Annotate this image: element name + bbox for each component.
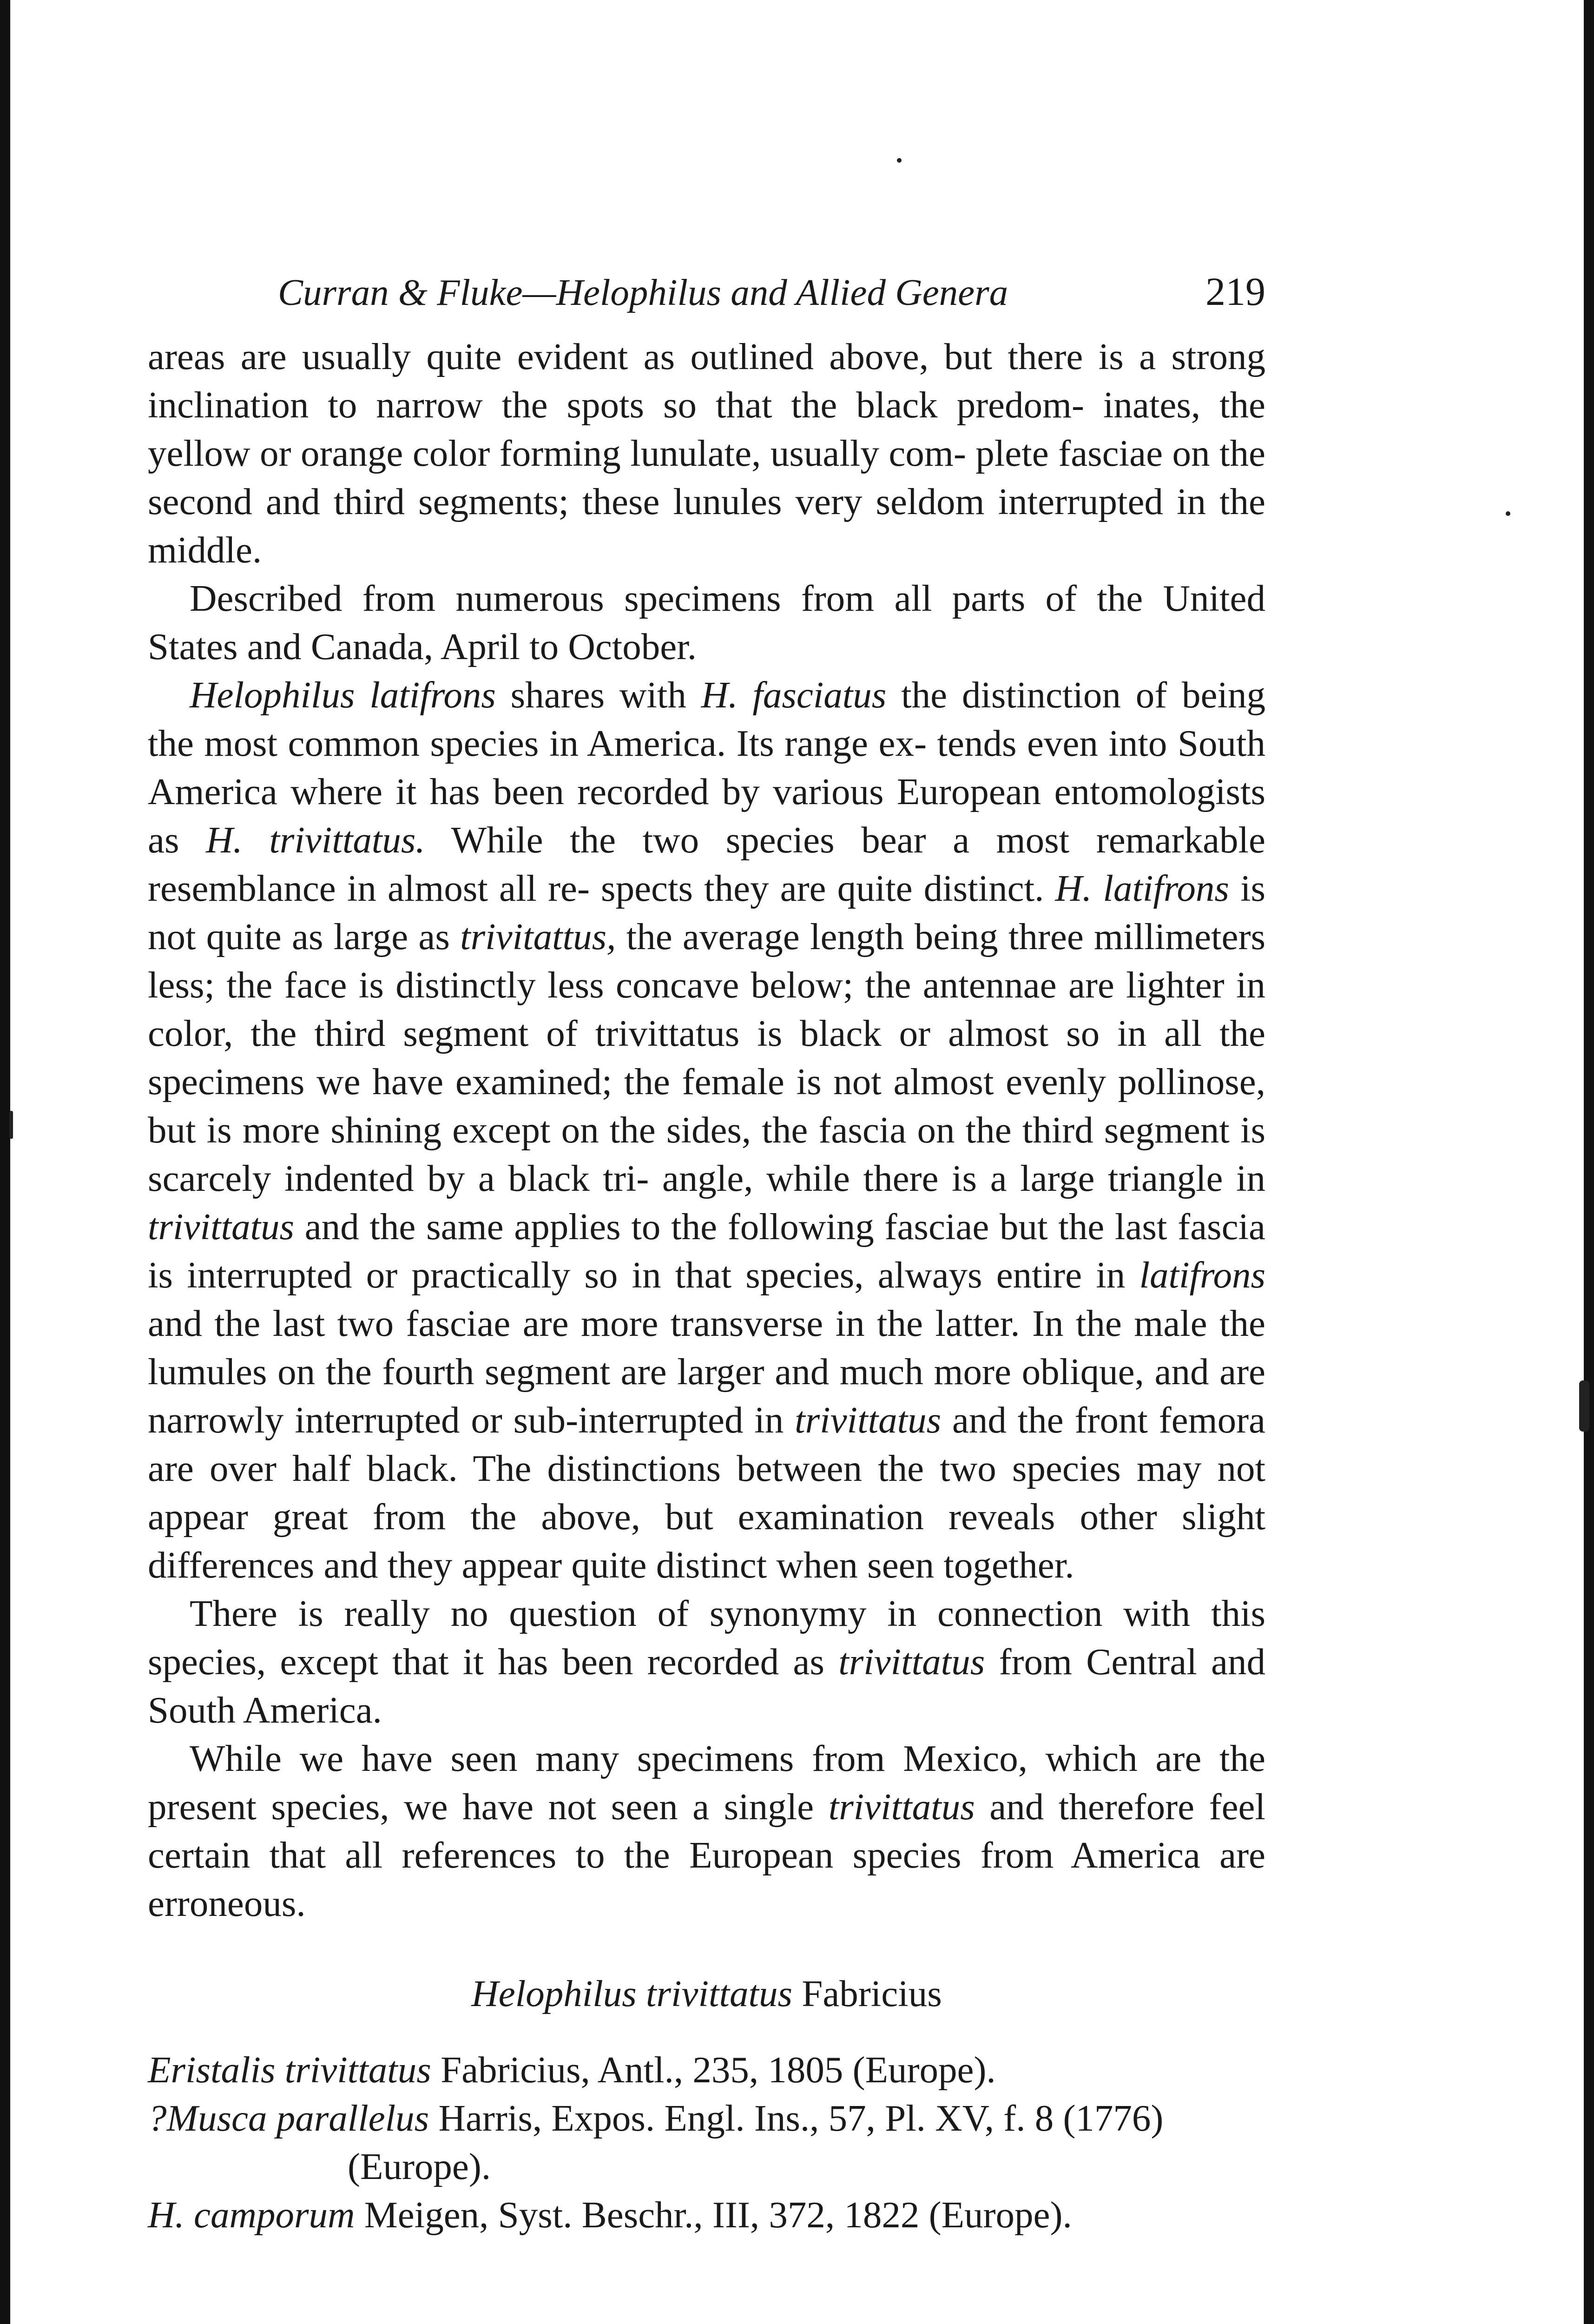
paragraph-3: Helophilus latifrons shares with H. fasciatus the distinction of being the most common species in America. Its range ex- tends even into South America where it has been recorded by various European entomologists as H. trivittatus. While the two species bear a most remarkable resemblance in almost all re- spects they are quite distinct. H. latifrons is not quite as large as trivitattus, the average length being three millimeters less; the face is distinctly less concave below; the antennae are lighter in color, the third segment of trivittatus is black or almost so in all the specimens we have examined; the female is not almost evenly pollinose, but is more shining except on the sides, the fascia on the third segment is scarcely indented by a black tri- angle, while there is a large triangle in trivittatus and the same applies to the following fasciae but the last fascia is interrupted or practically so in that species, always entire in latifrons and the last two fasciae are more transverse in the latter. In the male the lumules on the fourth segment are larger and much more oblique, and are narrowly interrupted or sub-interrupted in trivittatus and the front femora are over half black. The distinctions between the two species may not appear great from the above, but examination reveals other slight differences and they appear quite distinct when seen together.	[148, 674, 1265, 1586]
section-heading: Helophilus trivittatus Fabricius	[471, 1973, 942, 2014]
page-header	[148, 267, 1265, 323]
scan-edge-left	[0, 0, 10, 2324]
document-page	[148, 267, 1265, 2239]
scan-edge-mark	[1579, 1380, 1589, 1432]
running-title: Curran & Fluke—Helophilus and Allied Genera	[278, 271, 1008, 313]
paragraph-1: areas are usually quite evident as outlined above, but there is a strong inclination to narrow the spots so that the black predom- inates, the yellow or orange color forming lunulate, usually com- plete fasciae on the second and third segments; these lunules very seldom interrupted in the middle.	[148, 336, 1265, 571]
synonym-entry: H. camporum Meigen, Syst. Beschr., III, 372, 1822 (Europe).	[148, 2194, 1072, 2236]
page-number: 219	[1205, 269, 1265, 314]
paragraph-2: Described from numerous specimens from all parts of the United States and Canada, April to October.	[148, 577, 1265, 667]
synonym-entry: Eristalis trivittatus Fabricius, Antl., 235, 1805 (Europe).	[148, 2049, 996, 2091]
paragraph-5: While we have seen many specimens from Mexico, which are the present species, we have not seen a single trivittatus and therefore feel certain that all references to the European species from America are erroneous.	[148, 1737, 1265, 1924]
scan-speck	[1506, 511, 1510, 516]
synonym-entry: ?Musca parallelus Harris, Expos. Engl. Ins., 57, Pl. XV, f. 8 (1776) (Europe).	[148, 2097, 1164, 2187]
scan-edge-mark	[9, 1111, 13, 1139]
paragraph-4: There is really no question of synonymy in connection with this species, except that it has been recorded as trivittatus from Central and South America.	[148, 1592, 1265, 1731]
scan-edge-right	[1584, 0, 1594, 2324]
scan-speck	[897, 158, 902, 163]
